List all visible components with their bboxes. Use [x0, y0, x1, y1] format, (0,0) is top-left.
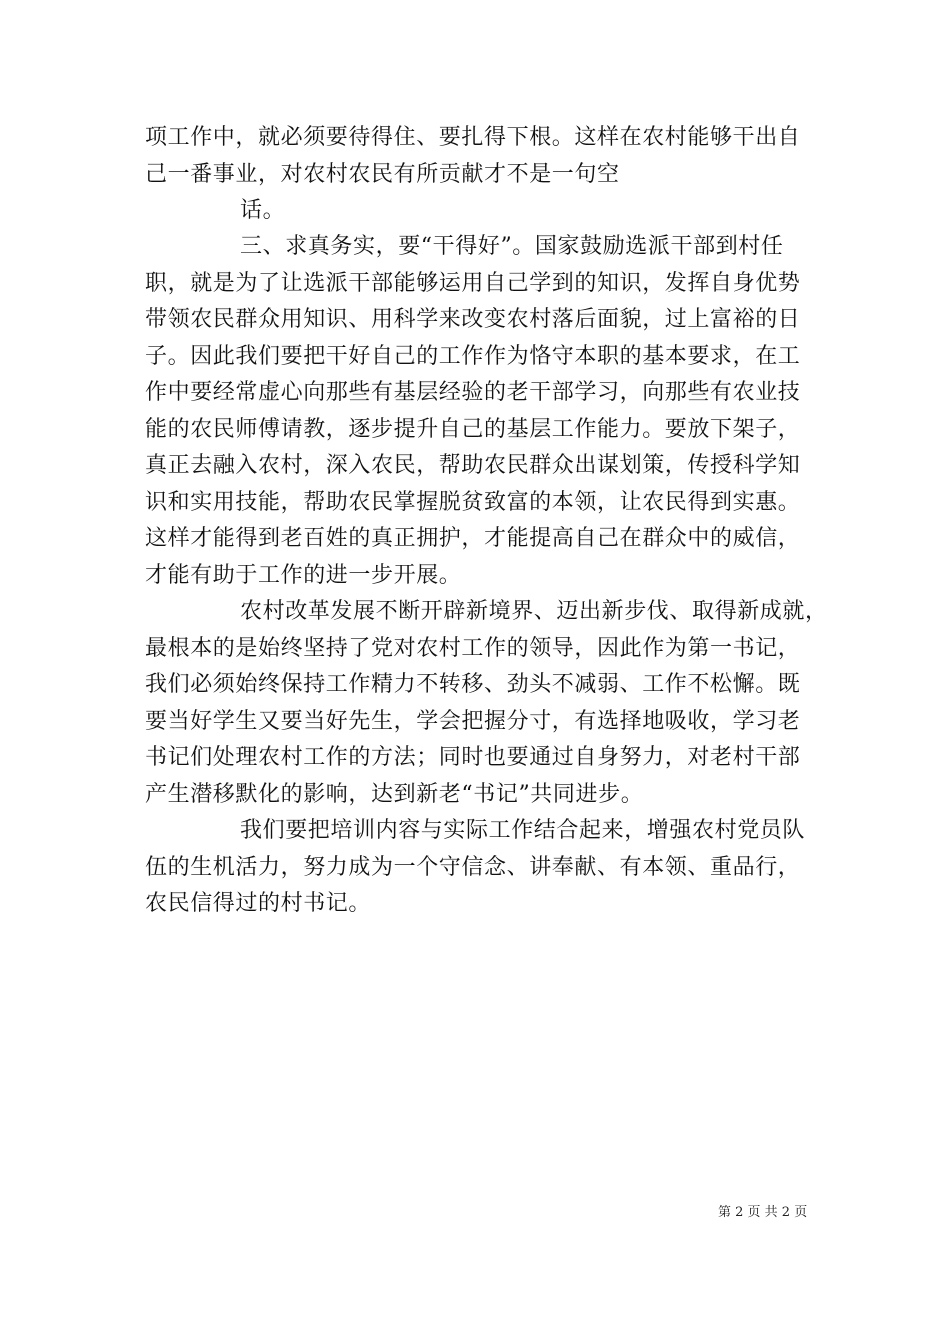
text-line: 我们必须始终保持工作精力不转移、劲头不减弱、工作不松懈。既 — [145, 672, 801, 697]
text-line: 农民信得过的村书记。 — [145, 891, 372, 916]
page-number-footer: 第 2 页 共 2 页 — [718, 1205, 808, 1220]
text-line: 要当好学生又要当好先生，学会把握分寸，有选择地吸收，学习老 — [145, 709, 801, 734]
text-line: 话。 — [240, 198, 286, 223]
paragraph-start-line: 农村改革发展不断开辟新境界、迈出新步伐、取得新成就， — [240, 599, 828, 624]
text-line: 能的农民师傅请教，逐步提升自己的基层工作能力。要放下架子， — [145, 417, 801, 442]
text-line: 职，就是为了让选派干部能够运用自己学到的知识，发挥自身优势 — [145, 271, 801, 296]
text-line: 这样才能得到老百姓的真正拥护，才能提高自己在群众中的威信， — [145, 526, 801, 551]
text-line: 项工作中，就必须要待得住、要扎得下根。这样在农村能够干出自 — [145, 125, 801, 150]
text-line: 作中要经常虚心向那些有基层经验的老干部学习，向那些有农业技 — [145, 380, 801, 405]
text-line: 识和实用技能，帮助农民掌握脱贫致富的本领，让农民得到实惠。 — [145, 490, 801, 515]
section-heading-line: 三、求真务实，要“干得好”。国家鼓励选派干部到村任 — [240, 234, 784, 259]
text-line: 伍的生机活力，努力成为一个守信念、讲奉献、有本领、重品行， — [145, 855, 801, 880]
text-line: 产生潜移默化的影响，达到新老“书记”共同进步。 — [145, 782, 644, 807]
text-line: 书记们处理农村工作的方法；同时也要通过自身努力，对老村干部 — [145, 745, 801, 770]
text-line: 才能有助于工作的进一步开展。 — [145, 563, 462, 588]
paragraph-start-line: 我们要把培训内容与实际工作结合起来，增强农村党员队 — [240, 818, 806, 843]
text-line: 子。因此我们要把干好自己的工作作为恪守本职的基本要求，在工 — [145, 344, 801, 369]
text-line: 真正去融入农村，深入农民，帮助农民群众出谋划策，传授科学知 — [145, 453, 801, 478]
text-line: 最根本的是始终坚持了党对农村工作的领导，因此作为第一书记， — [145, 636, 801, 661]
text-line: 己一番事业，对农村农民有所贡献才不是一句空 — [145, 162, 620, 187]
text-line: 带领农民群众用知识、用科学来改变农村落后面貌，过上富裕的日 — [145, 307, 801, 332]
